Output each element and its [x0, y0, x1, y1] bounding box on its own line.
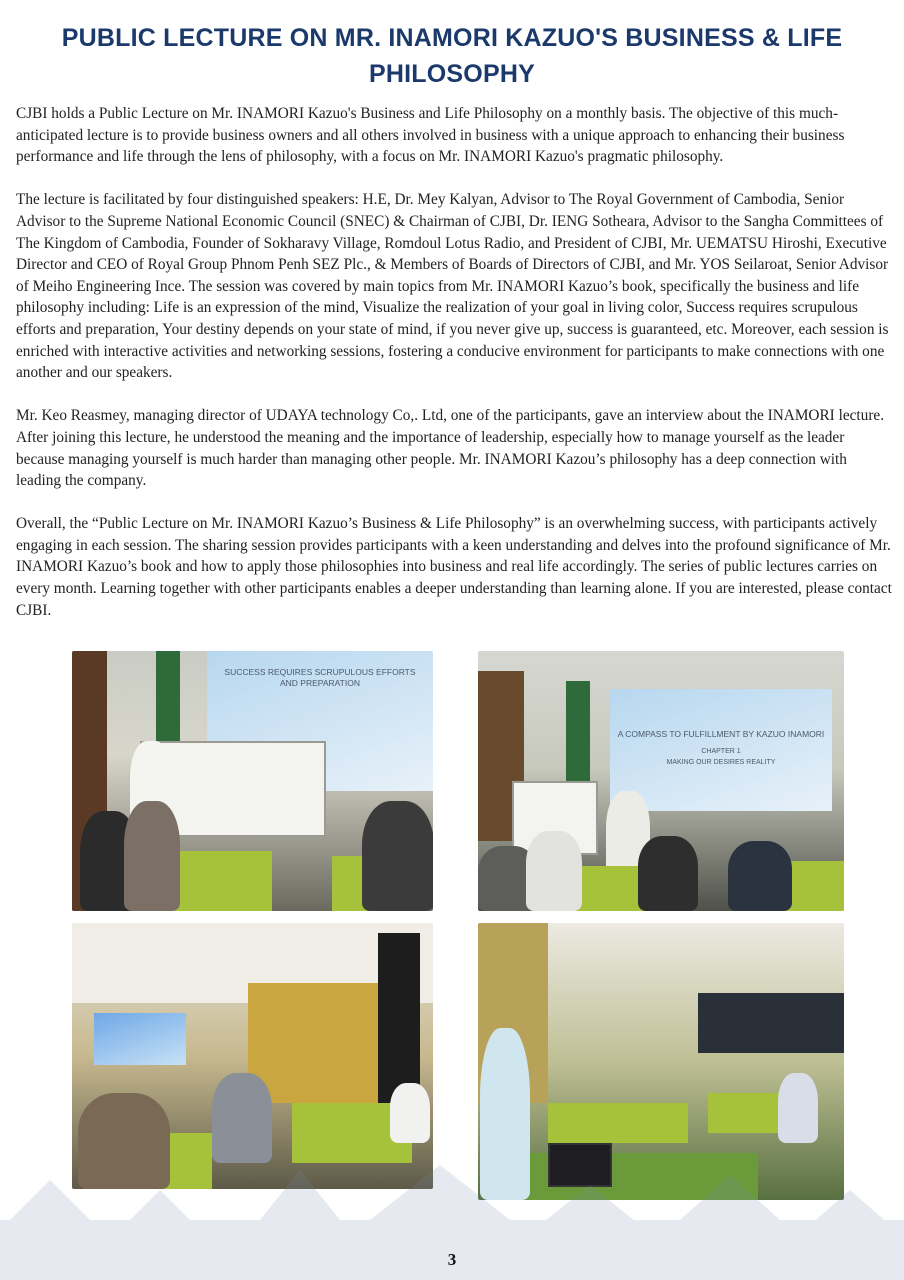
- slide-subtitle: MAKING OUR DESIRES REALITY: [666, 759, 776, 766]
- audience-figure: [638, 836, 698, 911]
- paragraph-speakers: The lecture is facilitated by four distinguished speakers: H.E, Dr. Mey Kalyan, Advisor to The Royal Government of Cambodia, Senior Advisor to the Supreme National Economic Council (SNEC) & Chairman of CJBI, Dr. IENG Sotheara, Advisor to the Sangha Committees of The Kingdom of Cambodia, Founder of Sokharavy Village, Romdoul Lotus Radio, and President of CJBI, Mr. UEMATSU Hiroshi, Executive Director and CEO of Royal Group Phnom Penh SEZ Plc., & Members of Boards of Directors of CJBI, and Mr. YOS Seilaroat, Senior Advisor of Meiho Engineering Ince. The session was covered by main topics from Mr. INAMORI Kazuo’s book, specifically the business and life philosophy including: Life is an expression of the mind, Visualize the realization of your goal in living color, Success requires scrupulous efforts and preparation, Your destiny depends on your state of mind, if you never give up, success is guaranteed, etc. Moreover, each session is enriched with interactive activities and networking sessions, fostering a conducive environment for participants to make connections with one another and our speakers.: [16, 191, 889, 382]
- photo-lecture-microphone: [478, 651, 844, 911]
- projector-screen: [610, 689, 832, 811]
- page-number: 3: [447, 1250, 457, 1269]
- audience-figure: [778, 1073, 818, 1143]
- audience-figure: [390, 1083, 430, 1143]
- article-body: [16, 103, 892, 643]
- audience-figure: [212, 1073, 272, 1163]
- photo-lecture-whiteboard: [72, 651, 433, 911]
- paragraph-intro: CJBI holds a Public Lecture on Mr. INAMORI Kazuo's Business and Life Philosophy on a monthly basis. The objective of this much-anticipated lecture is to provide business owners and all others involved in business with a unique approach to enhancing their business performance and life through the lens of philosophy, with a focus on Mr. INAMORI Kazuo's pragmatic philosophy.: [16, 105, 845, 166]
- audience-figure: [728, 841, 792, 911]
- audience-figure: [124, 801, 180, 911]
- slide-text: SUCCESS REQUIRES SCRUPULOUS EFFORTS AND PREPARATION: [224, 667, 416, 688]
- paragraph-conclusion: Overall, the “Public Lecture on Mr. INAMORI Kazuo’s Business & Life Philosophy” is an overwhelming success, with participants actively engaging in each session. The sharing session provides participants with a keen understanding and delves into the profound significance of Mr. INAMORI Kazuo’s book and how to apply those philosophies into business and real life accordingly. The series of public lectures carries on every month. Learning together with other participants enables a deeper understanding than learning alone. If you are interested, please contact CJBI.: [16, 515, 892, 619]
- slide-title: A COMPASS TO FULFILLMENT BY KAZUO INAMORI: [617, 729, 825, 739]
- audience-figure: [362, 801, 433, 911]
- page-title: PUBLIC LECTURE ON MR. INAMORI KAZUO'S BUSINESS & LIFE PHILOSOPHY: [61, 24, 843, 88]
- photo-lecture-room-wide: [72, 923, 433, 1189]
- paragraph-interview: Mr. Keo Reasmey, managing director of UDAYA technology Co,. Ltd, one of the participants, gave an interview about the INAMORI lecture. After joining this lecture, he understood the meaning and the importance of leadership, especially how to manage yourself as the leader because managing yourself is much harder than managing other people. Mr. INAMORI Kazou’s philosophy has a deep connection with leading the company.: [16, 407, 885, 490]
- audience-figure: [526, 831, 582, 911]
- slide-chapter: CHAPTER 1: [701, 748, 741, 755]
- photo-lecture-presenter: [478, 923, 844, 1200]
- projector-screen: [94, 1013, 186, 1065]
- table: [548, 1103, 688, 1143]
